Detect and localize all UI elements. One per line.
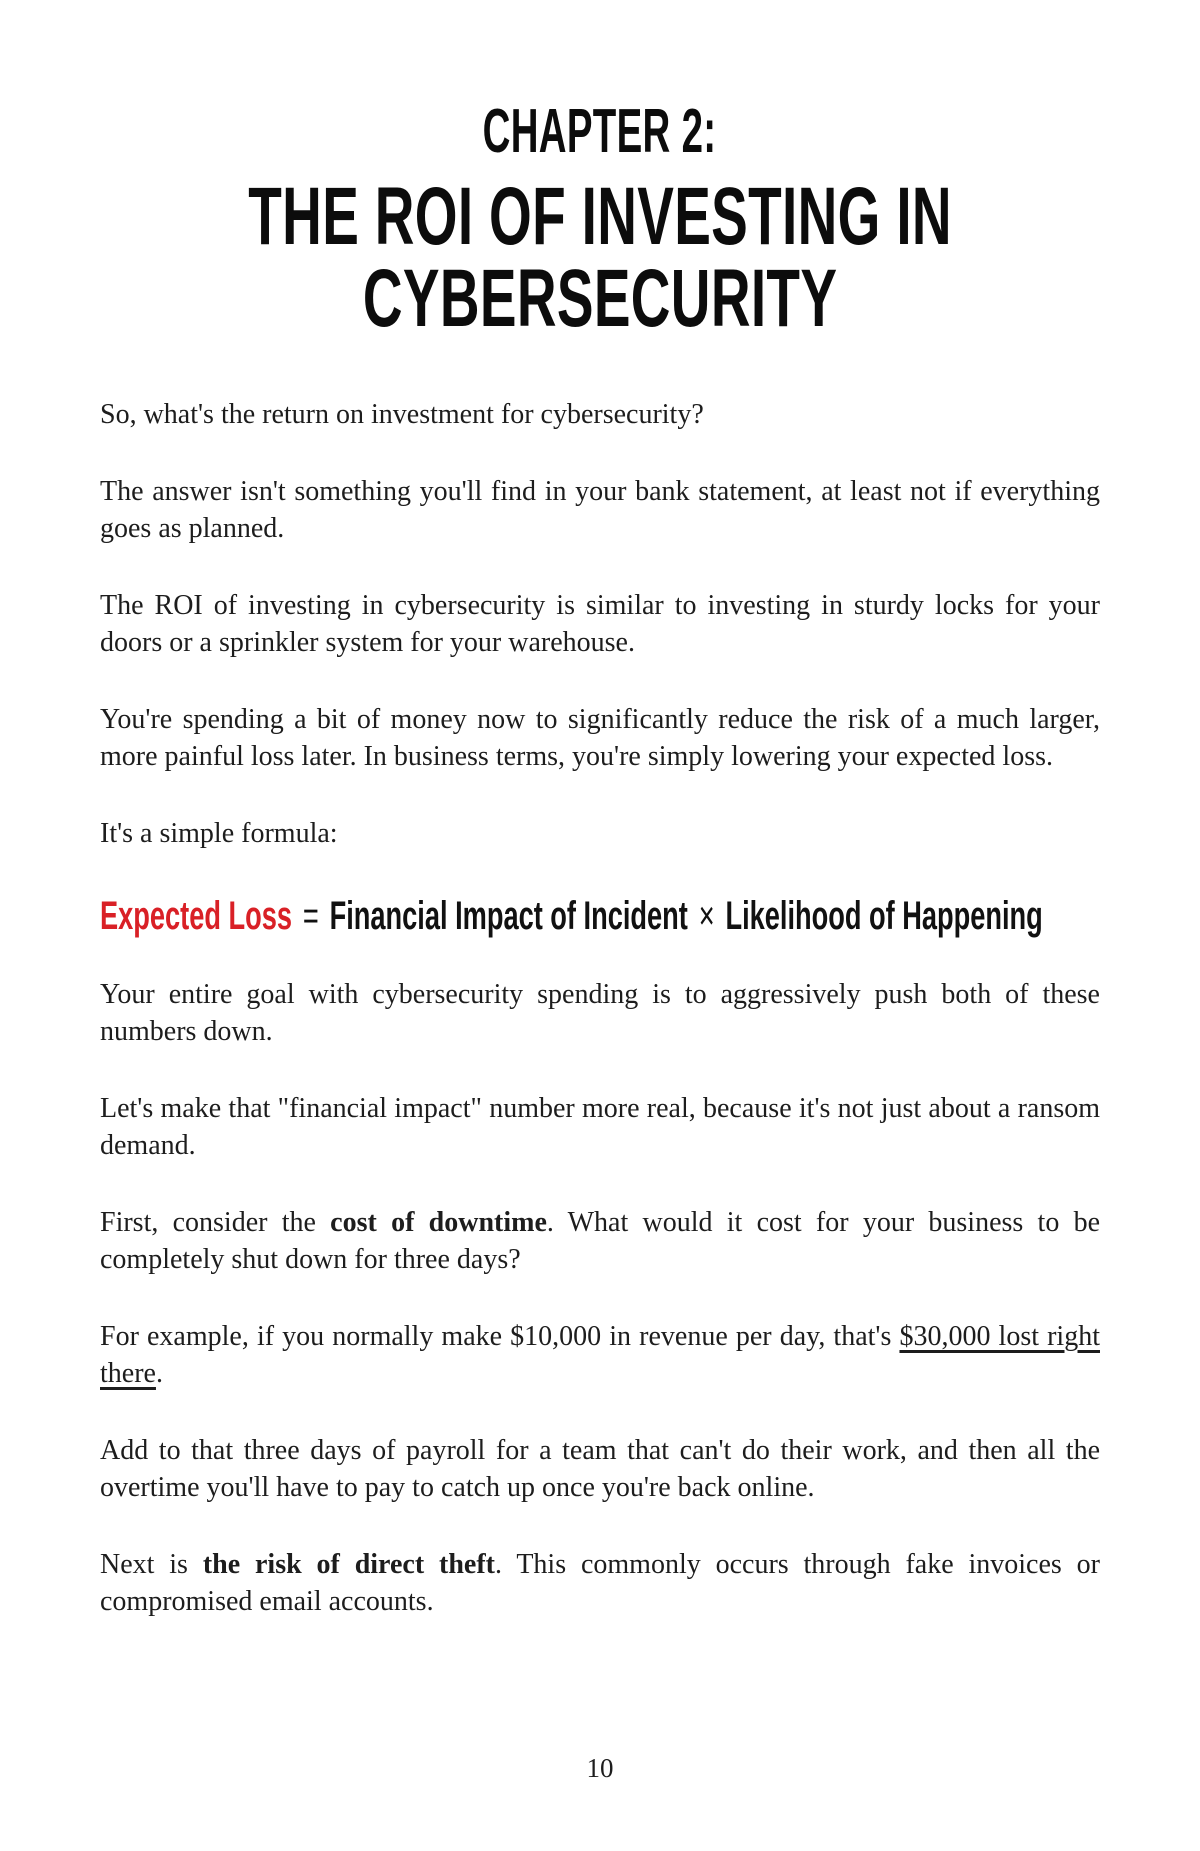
paragraph-cost-of-downtime-lead: First, consider the (100, 1207, 331, 1238)
paragraph-cost-of-downtime-rest: . What would it cost for your business to be completely shut down for three days? (100, 1207, 1100, 1275)
paragraph-bank-statement: The answer isn't something you'll find in your bank statement, at least not if everything goes as planned. (100, 476, 1100, 544)
chapter-label: CHAPTER 2: (483, 97, 717, 166)
chapter-title-line-1-row (100, 171, 1100, 262)
chapter-title-line-1: THE ROI OF INVESTING IN (248, 171, 952, 262)
paragraph-direct-theft-lead: Next is (100, 1549, 203, 1580)
paragraph-direct-theft-rest: . This commonly occurs through fake invoices or compromised email accounts. (100, 1549, 1100, 1617)
paragraph-push-numbers-down: Your entire goal with cybersecurity spending is to aggressively push both of these numbers down. (100, 979, 1100, 1047)
chapter-title-line-2-row (100, 253, 1100, 344)
paragraph-revenue-example (100, 1318, 1100, 1392)
paragraph-locks-sprinklers: The ROI of investing in cybersecurity is similar to investing in sturdy locks for your doors or a sprinkler system for your warehouse. (100, 590, 1100, 658)
expected-loss-formula-line (100, 892, 1043, 940)
paragraph-direct-theft (100, 1546, 1100, 1620)
paragraph-revenue-example-lead: For example, if you normally make $10,000 in revenue per day, that's (100, 1321, 900, 1352)
page-number: 10 (586, 1753, 614, 1783)
formula-likelihood-term: Likelihood of Happening (725, 894, 1043, 938)
equals-sign: = (302, 894, 319, 938)
expected-loss-formula (100, 892, 1100, 940)
paragraph-expected-loss-intro: You're spending a bit of money now to significantly reduce the risk of a much larger, more painful loss later. In business terms, you're simply lowering your expected loss. (100, 704, 1100, 772)
paragraph-simple-formula-lead: It's a simple formula: (100, 818, 338, 849)
chapter-body (100, 396, 1100, 1620)
chapter-title (100, 171, 1100, 344)
formula-expected-loss-term: Expected Loss (100, 894, 292, 938)
paragraph-payroll-overtime: Add to that three days of payroll for a team that can't do their work, and then all the overtime you'll have to pay to catch up once you're back online. (100, 1435, 1100, 1503)
paragraph-revenue-example-period: . (155, 1358, 163, 1389)
risk-of-direct-theft-bold: the risk of direct theft (202, 1549, 495, 1580)
formula-financial-impact-term: Financial Impact of Incident (329, 894, 688, 938)
cost-of-downtime-bold: cost of downtime (330, 1207, 547, 1238)
paragraph-cost-of-downtime (100, 1204, 1100, 1278)
chapter-header (100, 97, 1100, 344)
paragraph-roi-question: So, what's the return on investment for cybersecurity? (100, 399, 704, 430)
paragraph-financial-impact-real: Let's make that "financial impact" number more real, because it's not just about a ransom demand. (100, 1093, 1100, 1161)
chapter-title-line-2: CYBERSECURITY (362, 253, 838, 344)
page-footer (0, 1750, 1200, 1787)
chapter-label-row (100, 97, 1100, 166)
lost-revenue-underline: $30,000 lost right there (100, 1321, 1100, 1389)
multiplication-sign: × (698, 894, 715, 938)
